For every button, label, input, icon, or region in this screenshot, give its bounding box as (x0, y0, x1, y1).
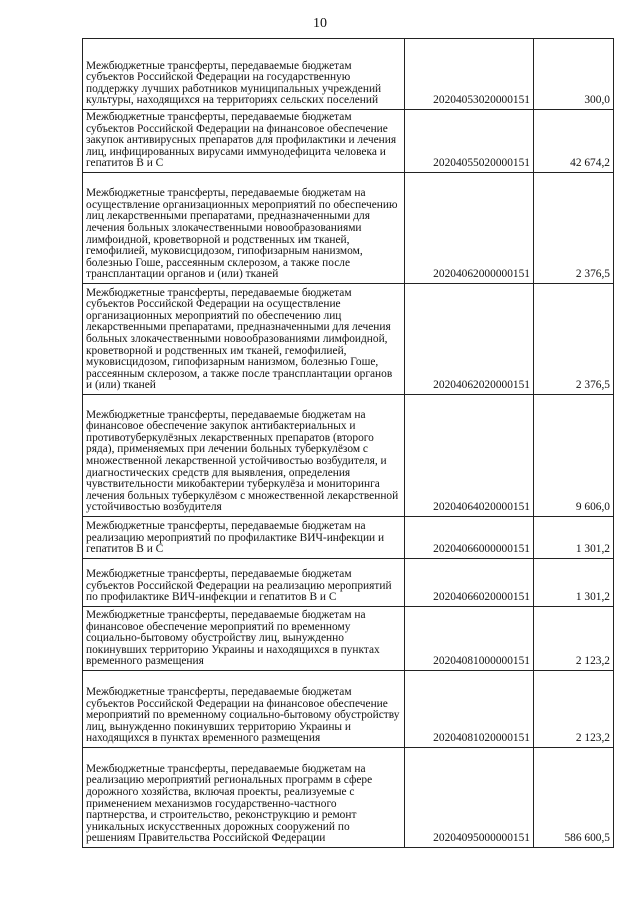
row-code: 20204081000000151 (405, 606, 534, 670)
table-row (83, 747, 614, 847)
row-code: 20204053020000151 (405, 39, 534, 110)
row-amount: 42 674,2 (534, 110, 614, 173)
row-description: Межбюджетные трансферты, передаваемые бюджетам на реализацию мероприятий региональных программ в сфере дорожного хозяйства, включая проекты, реализуемые с применением механизмов государственно-частного партнерства, и строительство, реконструкцию и ремонт уникальных искусственных дорожных сооружений по решениям Правительства Российской Федерации (83, 747, 405, 847)
row-description: Межбюджетные трансферты, передаваемые бюджетам на реализацию мероприятий по профилактике ВИЧ-инфекции и гепатитов В и С (83, 516, 405, 558)
row-description: Межбюджетные трансферты, передаваемые бюджетам на финансовое обеспечение мероприятий по временному социально-бытовому обустройству лиц, вынужденно покинувших территорию Украины и находящихся в пунктах временного размещения (83, 606, 405, 670)
table-row (83, 110, 614, 173)
table-row (83, 670, 614, 747)
row-description: Межбюджетные трансферты, передаваемые бюджетам субъектов Российской Федерации на финансовое обеспечение мероприятий по временному социально-бытовому обустройству лиц, вынужденно покинувших территорию Украины и находящихся в пунктах временного размещения (83, 670, 405, 747)
table-row (83, 394, 614, 516)
row-description: Межбюджетные трансферты, передаваемые бюджетам субъектов Российской Федерации на реализацию мероприятий по профилактике ВИЧ-инфекции и гепатитов В и С (83, 558, 405, 606)
row-description: Межбюджетные трансферты, передаваемые бюджетам на осуществление организационных мероприятий по обеспечению лиц лекарственными препаратами, предназначенными для лечения больных злокачественными новообразованиями лимфоидной, кроветворной и родственных им тканей, гемофилией, муковисцидозом, гипофизарным нанизмом, болезнью Гоше, рассеянным склерозом, а также после трансплантации органов и (или) тканей (83, 172, 405, 283)
budget-transfers-table (82, 38, 614, 848)
row-code: 20204062020000151 (405, 283, 534, 394)
row-code: 20204062000000151 (405, 172, 534, 283)
row-amount: 586 600,5 (534, 747, 614, 847)
table-row (83, 558, 614, 606)
row-code: 20204066020000151 (405, 558, 534, 606)
row-amount: 2 123,2 (534, 670, 614, 747)
table-row (83, 172, 614, 283)
row-amount: 2 123,2 (534, 606, 614, 670)
row-code: 20204064020000151 (405, 394, 534, 516)
table-row (83, 39, 614, 110)
row-description: Межбюджетные трансферты, передаваемые бюджетам субъектов Российской Федерации на государственную поддержку лучших работников муниципальных учреждений культуры, находящихся на территориях сельских поселений (83, 39, 405, 110)
row-code: 20204066000000151 (405, 516, 534, 558)
row-description: Межбюджетные трансферты, передаваемые бюджетам субъектов Российской Федерации на финансовое обеспечение закупок антивирусных препаратов для профилактики и лечения лиц, инфицированных вирусами иммунодефицита человека и гепатитов В и С (83, 110, 405, 173)
page-number: 10 (313, 16, 327, 31)
row-amount: 2 376,5 (534, 172, 614, 283)
row-code: 20204081020000151 (405, 670, 534, 747)
row-amount: 9 606,0 (534, 394, 614, 516)
row-amount: 1 301,2 (534, 558, 614, 606)
table-row (83, 283, 614, 394)
row-amount: 300,0 (534, 39, 614, 110)
row-description: Межбюджетные трансферты, передаваемые бюджетам субъектов Российской Федерации на осуществление организационных мероприятий по обеспечению лиц лекарственными препаратами, предназначенными для лечения больных злокачественными новообразованиями лимфоидной, кроветворной и родственных им тканей, гемофилией, муковисцидозом, гипофизарным нанизмом, болезнью Гоше, рассеянным склерозом, а также после трансплантации органов и (или) тканей (83, 283, 405, 394)
table-row (83, 516, 614, 558)
row-code: 20204095000000151 (405, 747, 534, 847)
row-amount: 1 301,2 (534, 516, 614, 558)
table-row (83, 606, 614, 670)
row-code: 20204055020000151 (405, 110, 534, 173)
row-amount: 2 376,5 (534, 283, 614, 394)
row-description: Межбюджетные трансферты, передаваемые бюджетам на финансовое обеспечение закупок антибактериальных и противотуберкулёзных лекарственных препаратов (второго ряда), применяемых при лечении больных туберкулёзом с множественной лекарственной устойчивостью возбудителя, и диагностических средств для выявления, определения чувствительности микобактерии туберкулёза и мониторинга лечения больных туберкулёзом с множественной лекарственной устойчивостью возбудителя (83, 394, 405, 516)
